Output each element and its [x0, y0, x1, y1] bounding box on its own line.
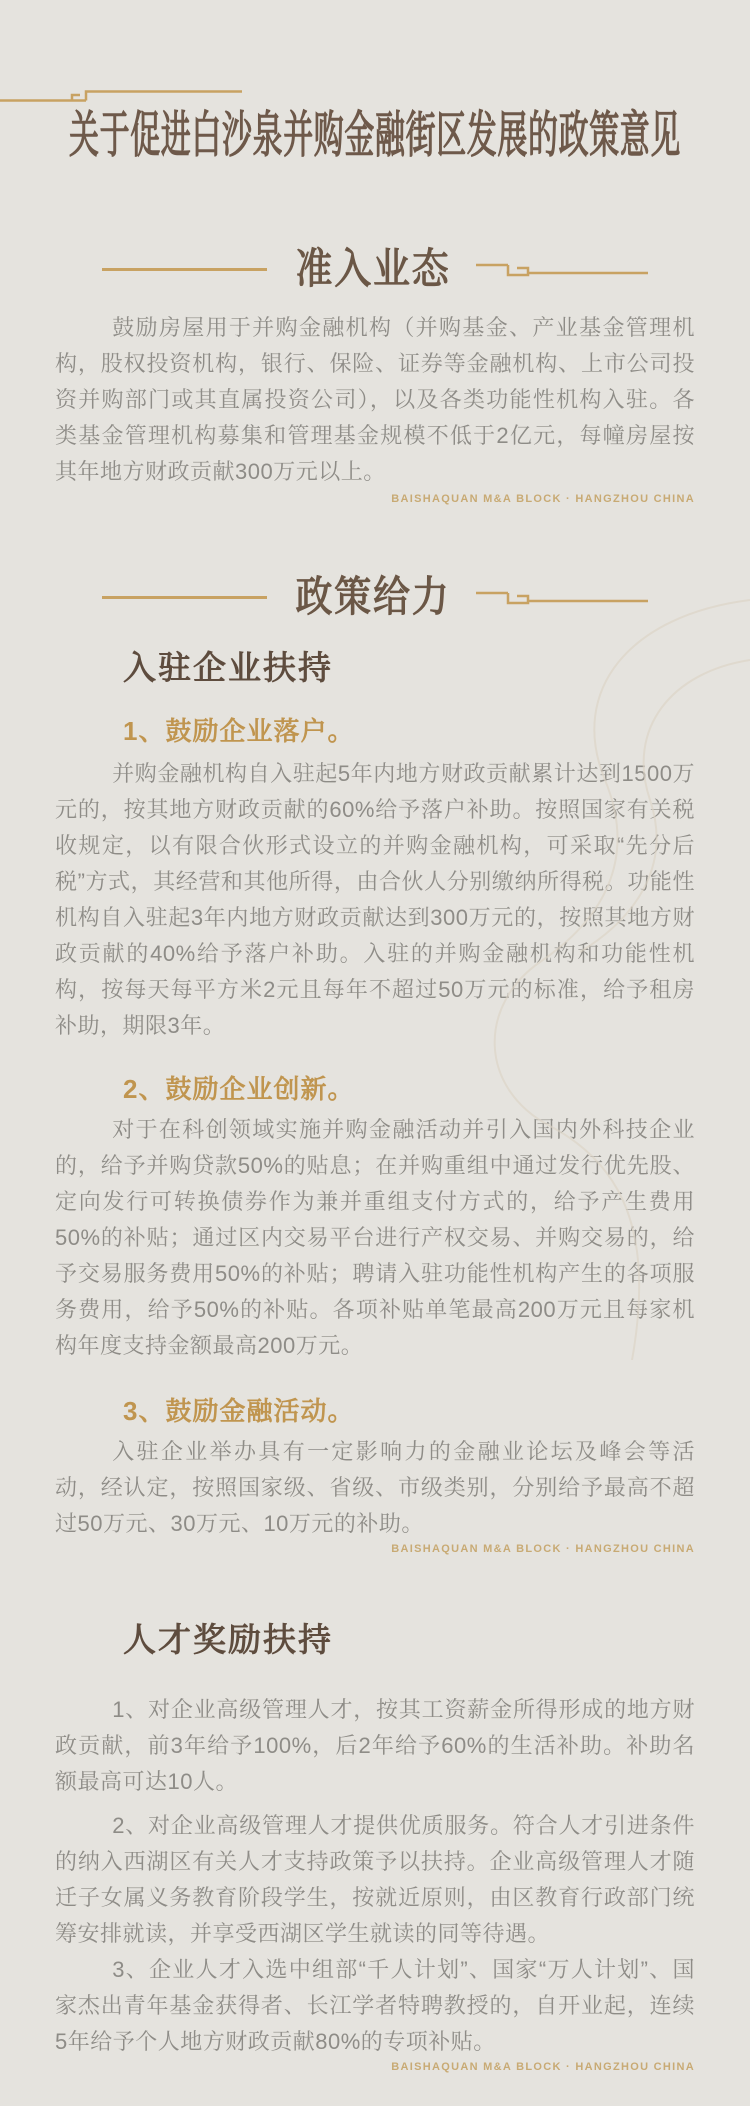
- page-title: 关于促进白沙泉并购金融街区发展的政策意见: [69, 107, 681, 163]
- item-body-innovate: 对于在科创领域实施并购金融活动并引入国内外科技企业的，给予并购贷款50%的贴息；在并购重组中通过发行优先股、定向发行可转换债券作为兼并重组支付方式的，给予产生费用50%的补贴；通过区内交易平台进行产权交易、并购交易的，给予交易服务费用50%的补贴；聘请入驻功能性机构产生的各项服务费用，给予50%的补贴。各项补贴单笔最高200万元且每家机构年度支持金额最高200万元。: [55, 1117, 695, 1358]
- greek-key-ornament-icon: [0, 84, 242, 106]
- scroll-line-right-icon: [476, 584, 648, 610]
- subheading-enterprise-support: 入驻企业扶持: [123, 649, 333, 686]
- section-header-access: [0, 244, 750, 294]
- talent-paragraph-2: 2、对企业高级管理人才提供优质服务。符合人才引进条件的纳入西湖区有关人才支持政策予以扶持。企业高级管理人才随迁子女属义务教育阶段学生，按就近原则，由区教育行政部门统筹安排就读，并享受西湖区学生就读的同等待遇。: [55, 1813, 695, 1946]
- section-heading-access: 准入业态: [296, 245, 451, 292]
- gold-line-left-icon: [102, 596, 267, 599]
- subheading-talent-reward: 人才奖励扶持: [123, 1621, 333, 1658]
- scroll-line-right-icon: [476, 256, 648, 282]
- item-label-innovate: 2、鼓励企业创新。: [123, 1074, 355, 1104]
- item-label-settle: 1、鼓励企业落户。: [123, 716, 355, 746]
- talent-paragraph-1: 1、对企业高级管理人才，按其工资薪金所得形成的地方财政贡献，前3年给予100%，后2年给予60%的生活补助。补助名额最高可达10人。: [55, 1697, 695, 1794]
- gold-line-left-icon: [102, 268, 267, 271]
- watermark: BAISHAQUAN M&A BLOCK · HANGZHOU CHINA: [391, 493, 695, 505]
- item-label-finance-activity: 3、鼓励金融活动。: [123, 1396, 355, 1426]
- talent-paragraph-3: 3、企业人才入选中组部“千人计划”、国家“万人计划”、国家杰出青年基金获得者、长江学者特聘教授的，自开业起，连续5年给予个人地方财政贡献80%的专项补贴。: [55, 1957, 695, 2054]
- watermark: BAISHAQUAN M&A BLOCK · HANGZHOU CHINA: [391, 1543, 695, 1555]
- bottom-spacer: [0, 2074, 750, 2106]
- access-intro-paragraph: 鼓励房屋用于并购金融机构（并购基金、产业基金管理机构，股权投资机构，银行、保险、证券等金融机构、上市公司投资并购部门或其直属投资公司），以及各类功能性机构入驻。各类基金管理机构募集和管理基金规模不低于2亿元，每幢房屋按其年地方财政贡献300万元以上。: [55, 315, 695, 484]
- section-header-policy: [0, 572, 750, 622]
- watermark: BAISHAQUAN M&A BLOCK · HANGZHOU CHINA: [391, 2061, 695, 2073]
- section-heading-policy: 政策给力: [296, 573, 451, 620]
- item-body-settle: 并购金融机构自入驻起5年内地方财政贡献累计达到1500万元的，按其地方财政贡献的60%给予落户补助。按照国家有关税收规定，以有限合伙形式设立的并购金融机构，可采取“先分后税”方式，其经营和其他所得，由合伙人分别缴纳所得税。功能性机构自入驻起3年内地方财政贡献达到300万元的，按照其地方财政贡献的40%给予落户补助。入驻的并购金融机构和功能性机构，按每天每平方米2元且每年不超过50万元的标准，给予租房补助，期限3年。: [55, 761, 695, 1038]
- item-body-finance-activity: 入驻企业举办具有一定影响力的金融业论坛及峰会等活动，经认定，按照国家级、省级、市级类别，分别给予最高不超过50万元、30万元、10万元的补助。: [55, 1439, 695, 1536]
